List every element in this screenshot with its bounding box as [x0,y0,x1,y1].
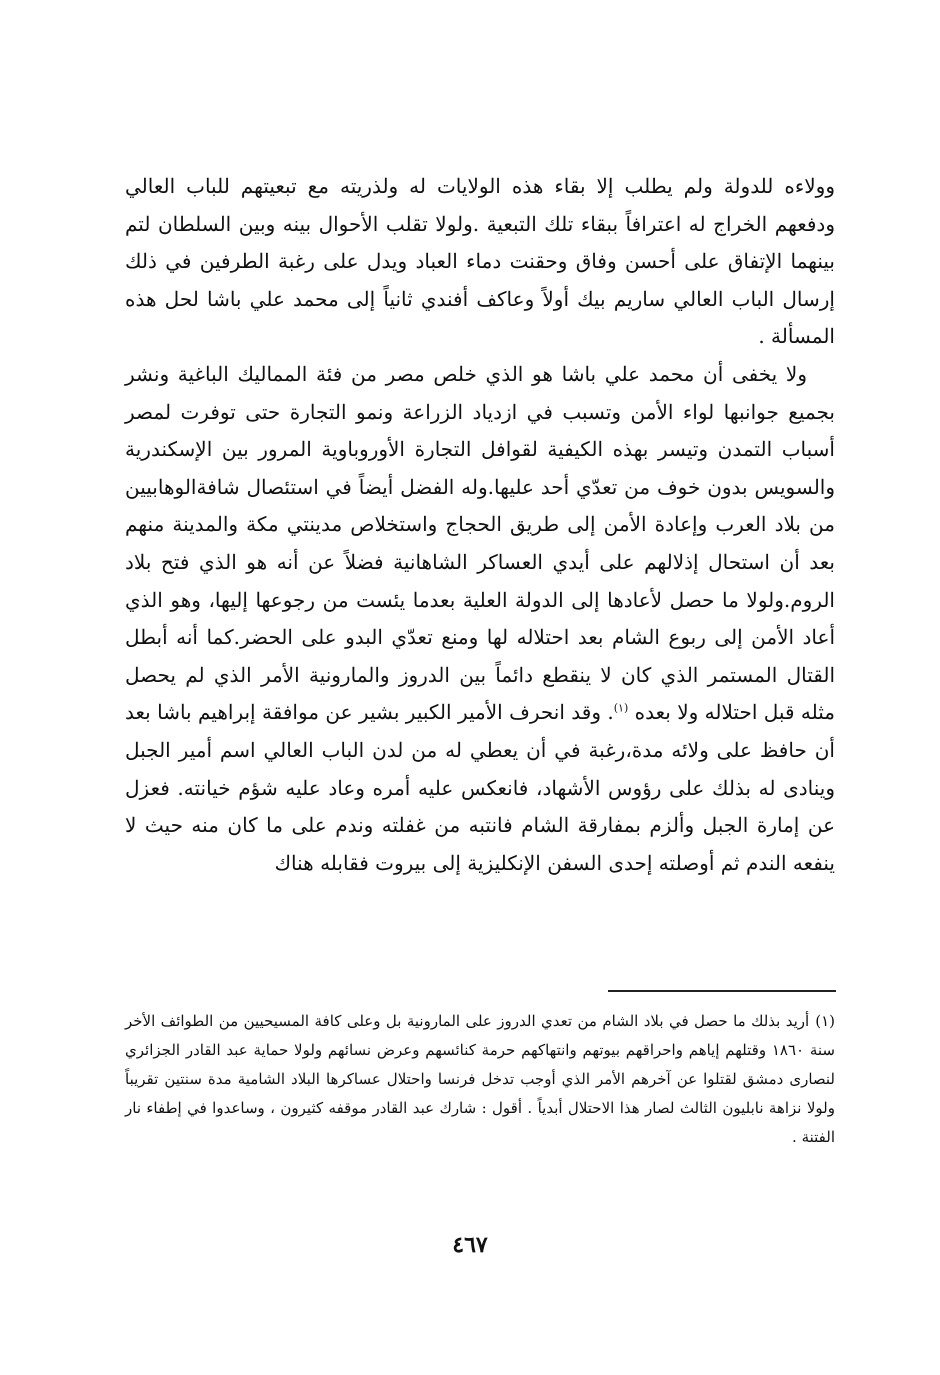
footnote-1 [125,1007,835,1152]
paragraph-1: وولاءه للدولة ولم يطلب إلا بقاء هذه الولايات له ولذريته مع تبعيتهم للباب العالي ودفعهم الخراج له اعترافاً ببقاء تلك التبعية .ولولا تقلب الأحوال بينه وبين السلطان لتم بينهما الإتفاق على أحسن وفاق وحقنت دماء العباد ويدل على رغبة الطرفين في ذلك إرسال الباب العالي ساريم بيك أولاً وعاكف أفندي ثانياً إلى محمد علي باشا لحل هذه المسألة . [125,174,835,349]
footnote-number: (١) [815,1012,835,1030]
footnote-separator [608,990,836,992]
paragraph-2-continuation: . وقد انحرف الأمير الكبير بشير عن موافقة إبراهيم باشا بعد أن حافظ على ولائه مدة،رغبة في أن يعطي له من لدن الباب العالي اسم أمير الجبل وينادى له بذلك على رؤوس الأشهاد، فانعكس عليه أمره وعاد عليه شؤم خيانته. فعزل عن إمارة الجبل وألزم بمفارقة الشام فانتبه من غفلته وندم على ما كان منه حيث لا ينفعه الندم ثم أوصلته إحدى السفن الإنكليزية إلى بيروت فقابله هناك [125,700,835,875]
paragraph-2 [125,356,835,882]
footnotes-section [125,1007,835,1152]
main-text-body [125,168,835,882]
paragraph-2-text: ولا يخفى أن محمد علي باشا هو الذي خلص مصر من فئة المماليك الباغية ونشر بجميع جوانبها لواء الأمن وتسبب في ازدياد الزراعة ونمو التجارة حتى توفرت لمصر أسباب التمدن وتيسر بهذه الكيفية لقوافل التجارة الأوروباوية المرور بين الإسكندرية والسويس بدون خوف من تعدّي أحد عليها.وله الفضل أيضاً في استئصال شافةالوهابيين من بلاد العرب وإعادة الأمن إلى طريق الحجاج واستخلاص مدينتي مكة والمدينة منهم بعد أن استحال إذلالهم على أيدي العساكر الشاهانية فضلاً عن أنه هو الذي فتح بلاد الروم.ولولا ما حصل لأعادها إلى الدولة العلية بعدما يئست من رجوعها إليها، وهو الذي أعاد الأمن إلى ربوع الشام بعد احتلاله لها ومنع تعدّي البدو على الحضر.كما أنه أبطل القتال المستمر الذي كان لا ينقطع دائماً بين الدروز والمارونية الأمر الذي لم يحصل مثله قبل احتلاله ولا بعده [125,361,835,725]
footnote-reference: (١) [613,701,629,715]
page-number: ٤٦٧ [452,1232,488,1258]
footnote-text: أريد بذلك ما حصل في بلاد الشام من تعدي الدروز على المارونية بل وعلى كافة المسيحيين من الطوائف الأخر سنة ١٨٦٠ وقتلهم إياهم واحراقهم بيوتهم وانتهاكهم حرمة كنائسهم وعرض نسائهم ولولا حماية عبد القادر الجزائري لنصارى دمشق لقتلوا عن آخرهم الأمر الذي أوجب تدخل فرنسا واحتلال عساكرها البلاد الشامية مدة سنتين تقريباً ولولا نزاهة نابليون الثالث لصار هذا الاحتلال أبدياً . أقول : شارك عبد القادر موقفه كثيرون ، وساعدوا في إطفاء نار الفتنة . [125,1012,835,1146]
